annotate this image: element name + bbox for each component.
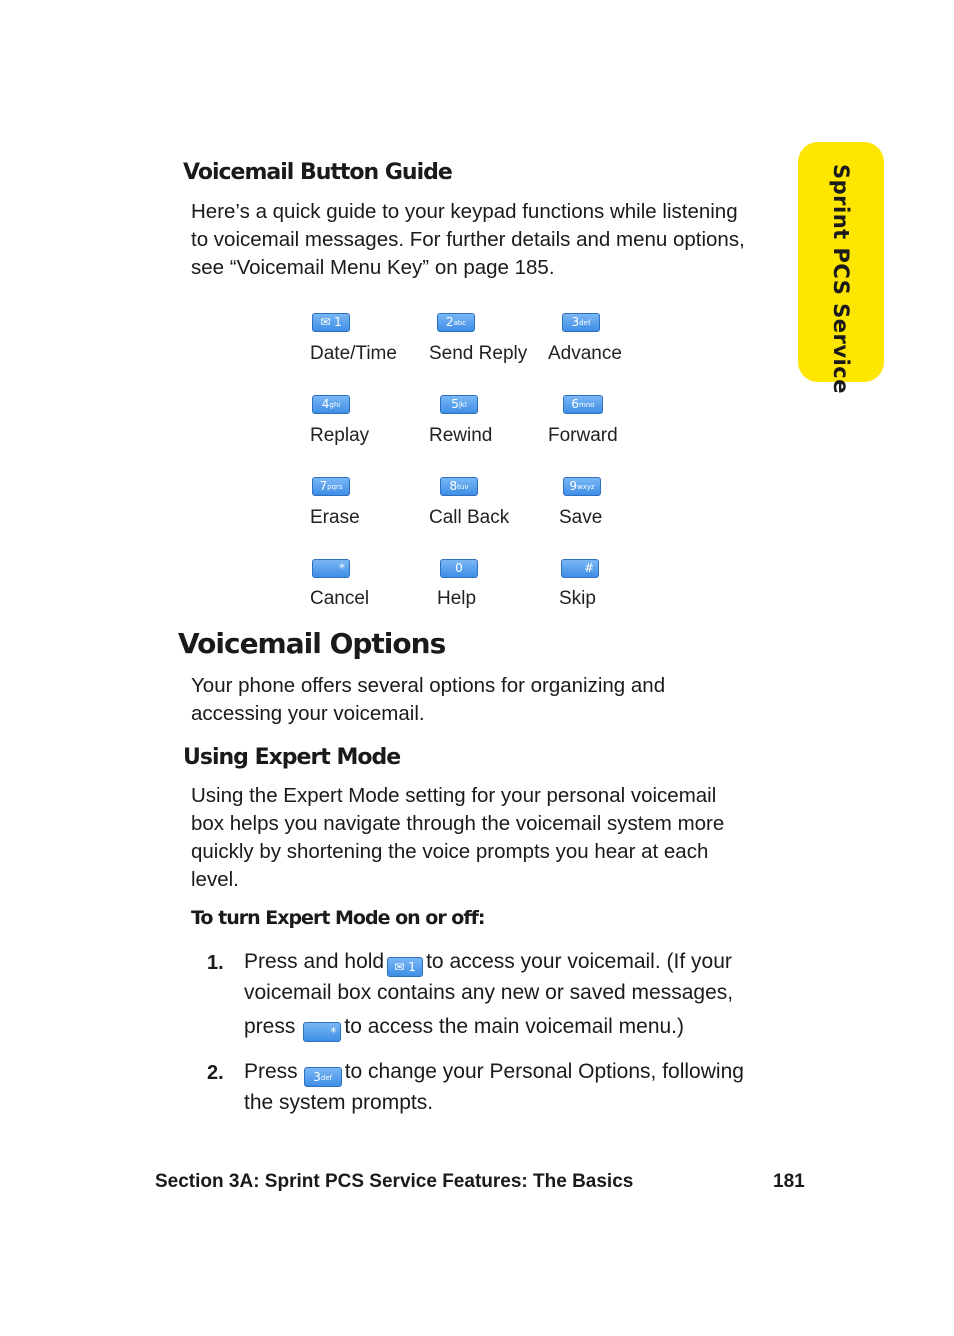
options-intro: Your phone offers several options for organizing and accessing your voicemail. <box>191 674 666 725</box>
key-label: Rewind <box>429 425 493 446</box>
key-label: Erase <box>310 507 360 528</box>
expert-heading: Using Expert Mode <box>183 745 401 770</box>
key-9-icon: 9wxyz <box>563 477 601 496</box>
key-label: Call Back <box>429 507 510 528</box>
step-2-line-1: Press 3def to change your Personal Options, following <box>244 1060 744 1087</box>
key-label: Help <box>437 588 477 609</box>
expert-subheading: To turn Expert Mode on or off: <box>191 907 485 929</box>
key-2-icon: 2abc <box>437 313 475 332</box>
key-label: Forward <box>548 425 618 446</box>
step-1-line-3: press * to access the main voicemail menu.) <box>244 1015 684 1042</box>
step-1-line-1: Press and hold ✉ 1 to access your voicemail. (If your <box>244 950 732 977</box>
key-4-icon: 4ghi <box>312 395 350 414</box>
step-1-line-2: voicemail box contains any new or saved messages, <box>244 981 734 1004</box>
step-number: 1. <box>207 952 224 974</box>
key-label: Save <box>559 507 603 528</box>
key-label: Cancel <box>310 588 370 609</box>
key-label: Replay <box>310 425 370 446</box>
button-guide-intro: Here’s a quick guide to your keypad functions while listening to voicemail messages. For further details and menu options, see “Voicemail Menu Key” on page 185. <box>191 200 745 279</box>
footer-section: Section 3A: Sprint PCS Service Features: The Basics <box>155 1171 634 1192</box>
section-tab <box>798 142 884 394</box>
key-6-icon: 6mno <box>563 395 603 414</box>
key-7-icon: 7pqrs <box>312 477 350 496</box>
key-star-icon: * <box>312 559 350 578</box>
step-number: 2. <box>207 1062 224 1084</box>
voicemail-key-icon: ✉ 1 <box>387 957 423 977</box>
step-2-line-2: the system prompts. <box>244 1091 434 1114</box>
key-0-icon: 0 <box>440 559 478 578</box>
button-guide-heading: Voicemail Button Guide <box>183 160 452 185</box>
key-3-icon: 3def <box>562 313 600 332</box>
key-label: Date/Time <box>310 343 397 364</box>
key-8-icon: 8tuv <box>440 477 478 496</box>
key-label: Skip <box>559 588 596 609</box>
options-heading: Voicemail Options <box>178 627 446 660</box>
key-label: Advance <box>548 343 622 364</box>
star-key-icon: * <box>303 1022 341 1042</box>
key-1-voicemail-icon: ✉ 1 <box>312 313 350 332</box>
key-3-icon: 3def <box>304 1067 342 1087</box>
key-pound-icon: # <box>561 559 599 578</box>
expert-body: Using the Expert Mode setting for your personal voicemail box helps you navigate through the voicemail system more quickly by shortening the voice prompts you hear at each level. <box>191 784 725 891</box>
key-5-icon: 5jkl <box>440 395 478 414</box>
page-number: 181 <box>773 1171 805 1192</box>
key-label: Send Reply <box>429 343 528 364</box>
section-tab-label: Sprint PCS Service <box>829 164 853 394</box>
